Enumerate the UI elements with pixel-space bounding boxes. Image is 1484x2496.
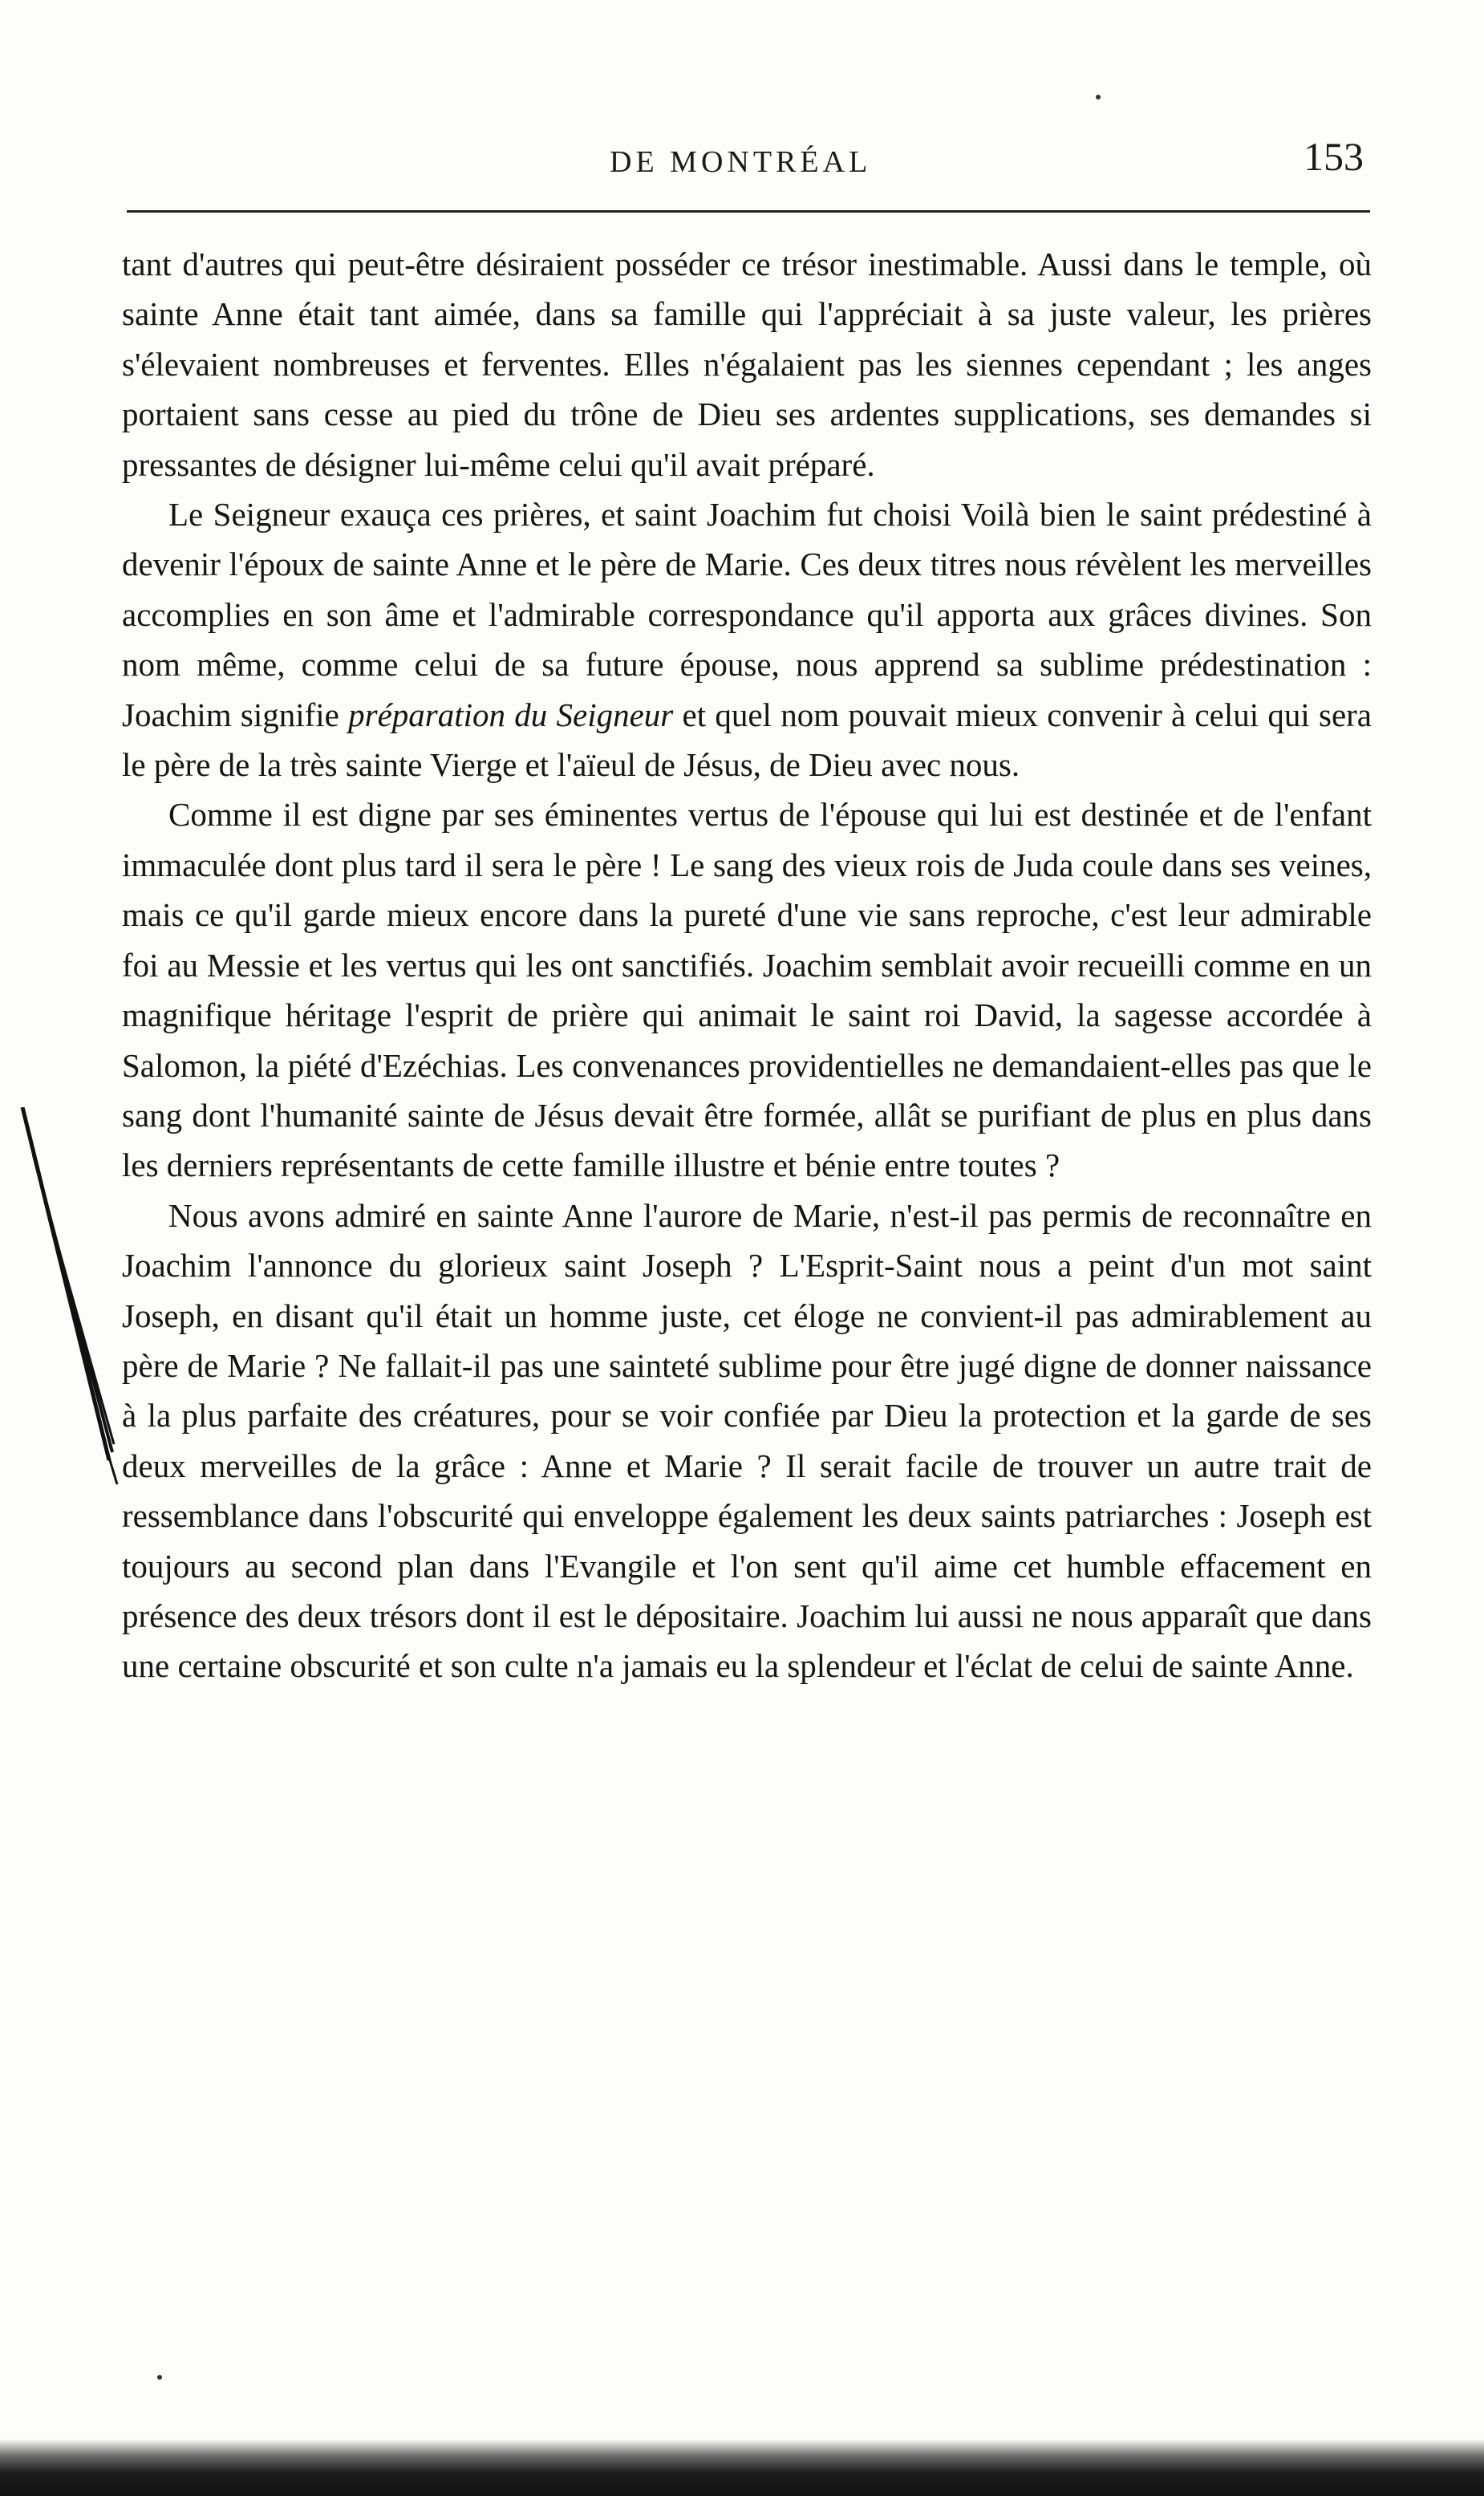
ink-speck: [157, 2375, 162, 2380]
paragraph-2: [122, 489, 1372, 789]
paragraph-1: tant d'autres qui peut-être désiraient posséder ce trésor inestimable. Aussi dans le temple, où sainte Anne était tant aimée, dans sa famille qui l'appréciait à sa juste valeur, les prières s'élevaient nombreuses et ferventes. Elles n'égalaient pas les siennes cependant ; les anges portaient sans cesse au pied du trône de Dieu ses ardentes supplications, ses demandes si pressantes de désigner lui-même celui qu'il avait préparé.: [122, 246, 1372, 483]
paragraph-2-start: Le Seigneur exauça ces prières, et saint Joachim fut choisi Voilà bien le saint prédestiné à devenir l'époux de sainte Anne et le père de Marie. Ces deux titres nous révèlent les merveilles accomplies en son âme et l'admirable correspondance qu'il apporta aux grâces divines. Son nom même, comme celui de sa future épouse, nous apprend sa sublime prédestination : Joachim signifie: [122, 496, 1372, 733]
page-bottom-edge: [0, 2439, 1484, 2496]
page-header: [120, 127, 1372, 191]
margin-pen-marks: [14, 1107, 127, 1492]
page-number: 153: [1304, 134, 1364, 179]
ink-speck: [1096, 95, 1101, 99]
paragraph-3: Comme il est digne par ses éminentes vertus de l'épouse qui lui est destinée et de l'enfant immaculée dont plus tard il sera le père ! Le sang des vieux rois de Juda coule dans ses veines, mais ce qu'il garde mieux encore dans la pureté d'une vie sans reproche, c'est leur admirable foi au Messie et les vertus qui les ont sanctifiés. Joachim semblait avoir recueilli comme en un magnifique héritage l'esprit de prière qui animait le saint roi David, la sagesse accordée à Salomon, la piété d'Ezéchias. Les convenances providentielles ne demandaient-elles pas que le sang dont l'humanité sainte de Jésus devait être formée, allât se purifiant de plus en plus dans les derniers représentants de cette famille illustre et bénie entre toutes ?: [122, 796, 1372, 1184]
running-head: DE MONTRÉAL: [610, 145, 872, 179]
header-rule: [127, 210, 1370, 213]
paragraph-2-end: et quel nom pouvait mieux convenir à celui qui sera le père de la très sainte Vierge et l'aïeul de Jésus, de Dieu avec nous.: [122, 696, 1372, 784]
paragraph-2-italic: préparation du Seigneur: [348, 696, 674, 733]
body-text: [122, 239, 1372, 1691]
paragraph-4: Nous avons admiré en sainte Anne l'aurore de Marie, n'est-il pas permis de reconnaître en Joachim l'annonce du glorieux saint Joseph ? L'Esprit-Saint nous a peint d'un mot saint Joseph, en disant qu'il était un homme juste, cet éloge ne convient-il pas admirablement au père de Marie ? Ne fallait-il pas une sainteté sublime pour être jugé digne de donner naissance à la plus parfaite des créatures, pour se voir confiée par Dieu la protection et la garde de ses deux merveilles de la grâce : Anne et Marie ? Il serait facile de trouver un autre trait de ressemblance dans l'obscurité qui enveloppe également les deux saints patriarches : Joseph est toujours au second plan dans l'Evangile et l'on sent qu'il aime cet humble effacement en présence des deux trésors dont il est le dépositaire. Joachim lui aussi ne nous apparaît que dans une certaine obscurité et son culte n'a jamais eu la splendeur et l'éclat de celui de sainte Anne.: [122, 1196, 1372, 1685]
